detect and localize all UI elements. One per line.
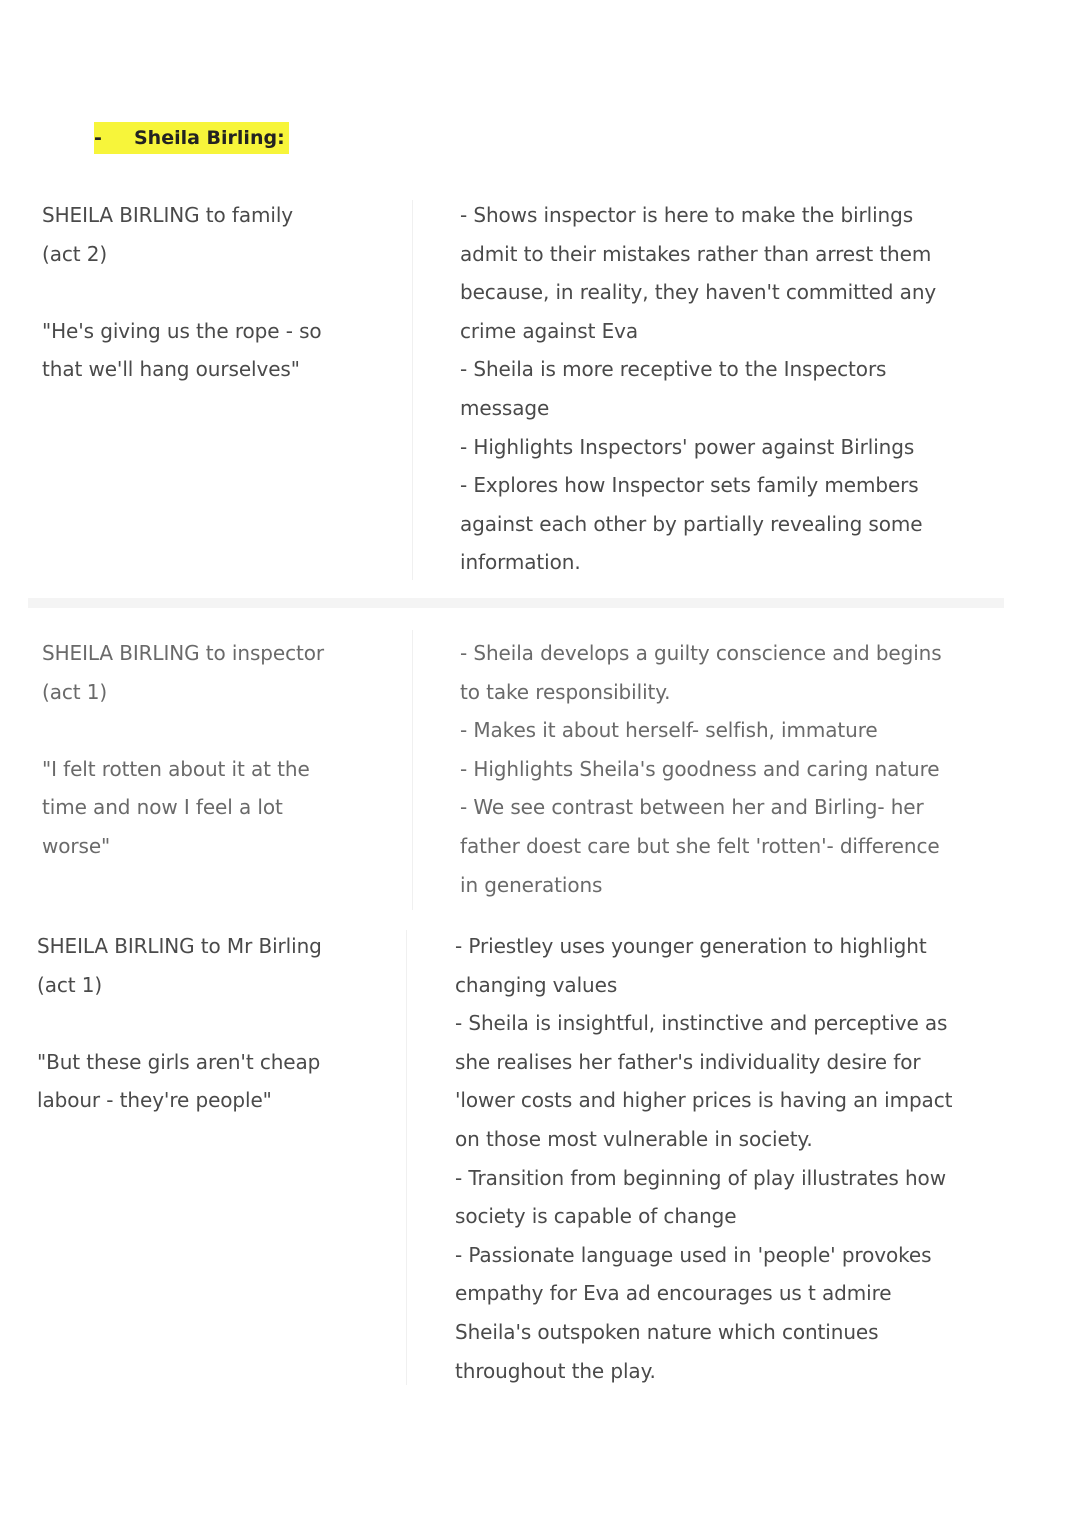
quote-line: that we'll hang ourselves" [42,357,300,382]
quote-cell-3 [37,927,322,1120]
analysis-line: to take responsibility. [460,679,671,704]
analysis-line: - Sheila is insightful, instinctive and perceptive as [455,1011,948,1036]
analysis-line: - Priestley uses younger generation to highlight [455,934,927,958]
analysis-line: - Sheila develops a guilty conscience and begins [460,641,942,665]
quote-line: "But these girls aren't cheap [37,1049,321,1074]
analysis-line: crime against Eva [460,318,639,343]
analysis-line: 'lower costs and higher prices is having an impact [455,1088,953,1113]
analysis-line: throughout the play. [455,1358,656,1383]
column-divider [412,200,413,580]
analysis-line: she realises her father's individuality desire for [455,1049,921,1074]
analysis-line: - Shows inspector is here to make the birlings [460,203,914,227]
quote-line: time and now I feel a lot [42,795,283,820]
quote-line: worse" [42,833,111,858]
quote-line: "I felt rotten about it at the [42,756,310,781]
analysis-line: - Passionate language used in 'people' provokes [455,1242,932,1267]
analysis-line: - Sheila is more receptive to the Inspectors [460,357,887,382]
analysis-line: society is capable of change [455,1204,737,1229]
quote-line: "He's giving us the rope - so [42,318,322,343]
analysis-cell-2 [460,634,942,904]
analysis-line: against each other by partially revealing some [460,511,923,536]
analysis-line: message [460,395,550,420]
column-divider [406,930,407,1385]
quote-cell-1 [42,196,322,389]
analysis-line: on those most vulnerable in society. [455,1126,813,1151]
analysis-line: - Highlights Inspectors' power against Birlings [460,434,915,459]
analysis-line: because, in reality, they haven't committed any [460,280,937,305]
analysis-line: empathy for Eva ad encourages us t admire [455,1281,892,1306]
column-divider [412,630,413,910]
analysis-line: - Makes it about herself- selfish, immature [460,718,878,743]
quote-line: labour - they're people" [37,1088,272,1113]
act-line: (act 1) [42,679,108,704]
analysis-line: changing values [455,972,618,997]
analysis-line: - We see contrast between her and Birling- her [460,795,924,820]
speaker-line: SHEILA BIRLING to inspector [42,641,324,665]
analysis-line: - Explores how Inspector sets family members [460,473,919,498]
analysis-cell-3 [455,927,952,1390]
analysis-line: Sheila's outspoken nature which continues [455,1319,879,1344]
section-heading [94,122,289,154]
quote-cell-2 [42,634,324,866]
act-line: (act 2) [42,241,108,266]
analysis-line: admit to their mistakes rather than arrest them [460,241,932,266]
analysis-line: father doest care but she felt 'rotten'- difference [460,833,940,858]
analysis-line: - Highlights Sheila's goodness and caring nature [460,756,940,781]
row-divider [28,598,1004,608]
heading-dash: - [94,127,102,149]
speaker-line: SHEILA BIRLING to Mr Birling [37,934,322,958]
analysis-cell-1 [460,196,936,582]
analysis-line: in generations [460,872,603,897]
speaker-line: SHEILA BIRLING to family [42,203,294,227]
analysis-line: information. [460,550,581,575]
analysis-line: - Transition from beginning of play illustrates how [455,1165,946,1190]
act-line: (act 1) [37,972,103,997]
heading-label: Sheila Birling: [134,127,285,149]
